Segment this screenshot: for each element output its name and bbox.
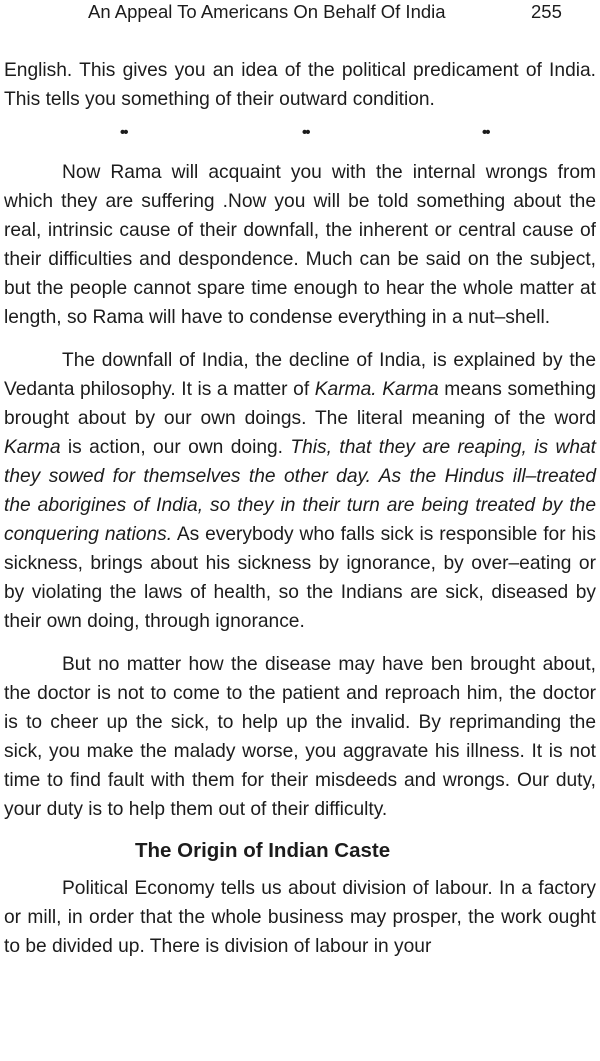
paragraph-karma bbox=[4, 346, 596, 636]
text-run: is action, our own doing. bbox=[60, 437, 291, 458]
separator-dots: •• bbox=[302, 124, 309, 141]
italic-term: Karma bbox=[382, 379, 439, 400]
paragraph-internal-wrongs: Now Rama will acquaint you with the internal wrongs from which they are suffering .Now you will be told something about the real, intrinsic cause of their downfall, the inherent or central cause of their difficulties and despondence. Much can be said on the subject, but the people cannot spare time enough to hear the whole matter at length, so Rama will have to condense everything in a nut–shell. bbox=[4, 162, 596, 328]
separator-dots: •• bbox=[120, 124, 127, 141]
italic-passage: This, that they are reaping, is what they sowed for themselves the other day. As the Hindus ill–treated the aborigines of India, so they in their turn are being treated by the conquering nations. bbox=[4, 437, 596, 545]
body-text bbox=[4, 56, 596, 961]
italic-term: Karma bbox=[4, 437, 61, 458]
running-header bbox=[0, 0, 600, 28]
paragraph-division-of-labour: Political Economy tells us about division of labour. In a factory or mill, in order that the whole business may prosper, the work ought to be divided up. There is division of labour in your bbox=[4, 878, 596, 957]
italic-term: Karma. bbox=[314, 379, 377, 400]
text-run: means something brought about by our own doings. The literal meaning of the word bbox=[4, 379, 596, 429]
separator-dots: •• bbox=[482, 124, 489, 141]
section-heading: The Origin of Indian Caste bbox=[135, 839, 391, 862]
text-run: As everybody who falls sick is responsible for his sickness, brings about his sickness by ignorance, by over–eating or by violating the laws of health, so the Indians are sick, diseased by their own doing, through ignorance. bbox=[4, 524, 597, 632]
paragraph-doctor: But no matter how the disease may have ben brought about, the doctor is not to come to the patient and reproach him, the doctor is to cheer up the sick, to help up the invalid. By reprimanding the sick, you make the malady worse, you aggravate his illness. It is not time to find fault with them for their misdeeds and wrongs. Our duty, your duty is to help them out of their difficulty. bbox=[4, 654, 596, 820]
text-run: The downfall of India, the decline of India, is explained by the Vedanta philosophy. It is a matter of bbox=[4, 350, 596, 400]
paragraph-continuation: English. This gives you an idea of the political predicament of India. This tells you something of their outward condition. bbox=[4, 60, 596, 110]
section-separator bbox=[4, 114, 596, 158]
running-title: An Appeal To Americans On Behalf Of India bbox=[88, 1, 446, 22]
page-number: 255 bbox=[531, 1, 562, 22]
